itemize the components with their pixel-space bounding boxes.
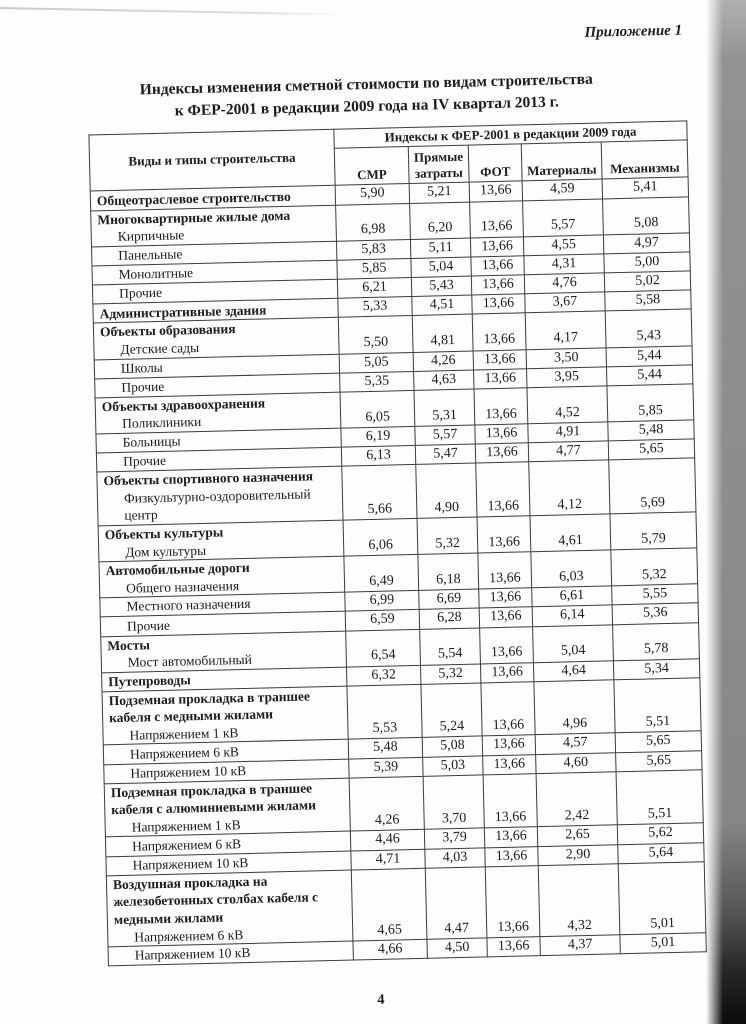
index-value-cell: 5,66 — [342, 465, 417, 520]
row-item-label: Административные здания — [99, 301, 267, 321]
index-value-cell: 5,00 — [604, 252, 690, 273]
row-item-label: Больницы — [122, 433, 181, 451]
index-value-cell: 5,48 — [348, 738, 422, 759]
row-group-label: Мосты — [107, 636, 151, 653]
index-value-cell: 13,66 — [471, 256, 524, 276]
index-value-cell: 6,28 — [419, 608, 479, 629]
row-label-cell — [101, 631, 347, 673]
index-value-cell: 13,66 — [472, 294, 525, 314]
row-group-label: Многоквартирные жилые дома — [97, 207, 291, 227]
col-header-1: Прямые затраты — [408, 145, 469, 183]
index-value-cell: 5,65 — [615, 731, 701, 752]
index-value-cell: 6,06 — [343, 518, 418, 556]
index-value-cell: 5,32 — [417, 517, 478, 554]
index-value-cell: 13,66 — [484, 827, 537, 847]
index-value-cell: 5,85 — [607, 384, 694, 422]
index-value-cell: 4,26 — [413, 351, 473, 372]
index-value-cell: 5,05 — [339, 352, 413, 373]
index-value-cell: 6,05 — [340, 390, 415, 428]
index-value-cell: 4,81 — [412, 314, 473, 351]
index-value-cell: 3,50 — [526, 347, 606, 368]
row-item-label: Кирпичные — [117, 227, 185, 244]
index-value-cell: 4,61 — [530, 514, 611, 552]
index-value-cell: 13,66 — [487, 937, 540, 957]
index-value-cell: 2,65 — [537, 825, 617, 846]
index-value-cell: 13,66 — [485, 866, 540, 938]
index-value-cell: 2,42 — [536, 772, 617, 828]
index-value-cell: 5,57 — [523, 199, 604, 237]
index-value-cell: 13,66 — [470, 200, 524, 237]
index-value-cell: 4,17 — [525, 311, 606, 349]
index-value-cell: 6,32 — [346, 665, 420, 686]
col-header-types: Виды и типы строительства — [89, 130, 335, 192]
index-value-cell: 5,51 — [614, 678, 701, 734]
index-value-cell: 13,66 — [485, 846, 538, 866]
index-value-cell: 13,66 — [481, 682, 535, 737]
index-value-cell: 4,55 — [523, 235, 603, 256]
index-value-cell: 4,46 — [350, 830, 424, 851]
row-item-label: Напряжением 1 кВ — [131, 817, 241, 835]
index-value-cell: 5,85 — [337, 258, 411, 279]
index-value-cell: 13,66 — [477, 516, 531, 553]
col-header-4: Механизмы — [601, 140, 688, 179]
row-group-label: Объекты культуры — [104, 524, 224, 543]
row-item-label: Местного назначения — [126, 596, 251, 615]
index-value-cell: 4,76 — [524, 273, 604, 294]
row-item-label: Общего назначения — [125, 577, 240, 596]
index-value-cell: 5,53 — [347, 684, 422, 739]
index-value-cell: 13,66 — [480, 626, 534, 663]
indices-table — [88, 121, 706, 967]
index-value-cell: 5,21 — [409, 182, 469, 203]
index-value-cell: 13,66 — [470, 236, 523, 256]
index-value-cell: 6,14 — [532, 605, 612, 626]
index-value-cell: 4,47 — [425, 867, 487, 940]
row-item-label: Путепроводы — [108, 672, 191, 690]
index-value-cell: 5,32 — [611, 548, 698, 586]
row-group-label: Воздушная прокладка на железобетонных столбах кабеля с медными жилами — [112, 873, 319, 928]
table-body — [90, 177, 706, 966]
index-value-cell: 5,57 — [415, 425, 475, 446]
index-value-cell: 13,66 — [474, 388, 528, 425]
paper-edge-artifact — [0, 7, 345, 16]
index-value-cell: 6,13 — [341, 446, 415, 467]
row-item-label: Поликлиники — [122, 414, 202, 432]
index-value-cell: 6,99 — [345, 591, 419, 612]
row-label-cell — [106, 870, 353, 947]
index-value-cell: 5,35 — [340, 371, 414, 392]
index-value-cell: 4,50 — [427, 938, 487, 959]
col-header-3: Материалы — [521, 142, 602, 181]
index-value-cell: 6,61 — [532, 586, 612, 607]
index-value-cell: 5,64 — [618, 842, 704, 863]
index-value-cell: 4,65 — [351, 868, 427, 941]
row-label-cell — [98, 520, 344, 562]
index-value-cell: 5,65 — [616, 750, 702, 771]
title-line-1: Индексы изменения сметной стоимости по видам строительства — [139, 70, 593, 99]
index-value-cell: 4,12 — [529, 460, 610, 516]
index-value-cell: 13,66 — [469, 181, 522, 201]
index-value-cell: 4,52 — [527, 386, 608, 424]
index-value-cell: 13,66 — [472, 313, 526, 350]
row-label-cell — [99, 556, 345, 598]
index-value-cell: 13,66 — [471, 275, 524, 295]
index-value-cell: 5,43 — [411, 276, 471, 297]
row-item-label: Напряжением 10 кВ — [132, 854, 249, 873]
index-value-cell: 4,57 — [535, 733, 615, 754]
index-value-cell: 4,96 — [534, 680, 615, 736]
row-group-label: Автомобильные дороги — [105, 559, 250, 579]
index-value-cell: 3,79 — [424, 828, 484, 849]
index-value-cell: 5,79 — [610, 512, 697, 550]
index-value-cell: 13,66 — [479, 607, 532, 627]
row-label-cell — [102, 686, 348, 745]
index-value-cell: 4,63 — [414, 370, 474, 391]
index-value-cell: 6,21 — [337, 278, 411, 299]
col-header-0: СМР — [334, 147, 409, 186]
index-value-cell: 5,31 — [414, 389, 475, 426]
index-value-cell: 5,32 — [420, 664, 480, 685]
row-item-label: Прочие — [121, 378, 165, 395]
index-value-cell: 4,37 — [540, 935, 620, 956]
index-value-cell: 4,71 — [351, 849, 425, 870]
index-value-cell: 5,02 — [604, 271, 690, 292]
page-title — [43, 66, 690, 125]
row-item-label: Детские сады — [120, 339, 200, 357]
index-value-cell: 3,67 — [525, 292, 605, 313]
index-value-cell: 3,95 — [527, 367, 607, 388]
index-value-cell: 4,77 — [528, 441, 608, 462]
row-group-label: Объекты здравоохранения — [101, 395, 266, 415]
index-value-cell: 5,34 — [613, 658, 699, 679]
index-value-cell: 5,43 — [605, 309, 692, 347]
row-item-label: Прочие — [118, 285, 163, 302]
index-value-cell: 5,65 — [608, 439, 694, 460]
index-value-cell: 13,66 — [483, 754, 536, 774]
index-value-cell: 4,31 — [524, 254, 604, 275]
index-value-cell: 5,36 — [612, 603, 698, 624]
index-value-cell: 5,69 — [609, 458, 696, 514]
row-item-label: Напряжением 10 кВ — [130, 762, 247, 781]
appendix-annotation: Приложение 1 — [584, 22, 683, 41]
index-value-cell: 13,66 — [475, 424, 528, 444]
index-value-cell: 6,98 — [336, 203, 411, 241]
index-value-cell: 13,66 — [475, 443, 528, 463]
index-value-cell: 5,48 — [608, 420, 694, 441]
index-value-cell: 5,39 — [349, 757, 423, 778]
index-value-cell: 5,78 — [613, 622, 700, 660]
index-value-cell: 5,41 — [602, 177, 688, 198]
index-value-cell: 5,90 — [335, 184, 409, 205]
row-group-label: Подземная прокладка в траншее кабеля с медными жилами — [108, 688, 311, 726]
index-value-cell: 5,47 — [415, 444, 475, 465]
page-number: 4 — [377, 992, 385, 1009]
index-value-cell: 5,51 — [616, 770, 703, 826]
index-value-cell: 13,66 — [480, 662, 533, 682]
row-item-label: Напряжением 6 кВ — [131, 835, 242, 854]
index-value-cell: 13,66 — [474, 368, 527, 388]
row-item-label: Панельные — [118, 246, 183, 263]
row-label-cell — [95, 392, 341, 434]
row-item-label: Напряжением 10 кВ — [134, 945, 251, 964]
title-line-2: к ФЕР-2001 в редакции 2009 года на IV квартал 2013 г. — [174, 93, 560, 120]
index-value-cell: 6,59 — [345, 610, 419, 631]
row-group-label: Объекты образования — [99, 321, 236, 340]
index-value-cell: 5,24 — [421, 683, 482, 738]
row-label-cell — [91, 205, 337, 247]
row-group-label: Объекты спортивного назначения — [103, 468, 314, 489]
col-header-2: ФОТ — [468, 144, 522, 182]
index-value-cell: 5,04 — [533, 624, 614, 662]
col-header-group: Индексы к ФЕР-2001 в редакции 2009 года — [334, 121, 687, 148]
index-value-cell: 4,26 — [349, 776, 424, 831]
row-item-label: Физкультурно-оздоровительный центр — [123, 486, 311, 524]
row-label-cell — [93, 318, 339, 360]
index-value-cell: 4,51 — [412, 295, 472, 316]
index-value-cell: 6,54 — [346, 629, 421, 667]
index-value-cell: 4,90 — [416, 463, 477, 518]
row-label-cell — [97, 467, 343, 526]
index-value-cell: 5,83 — [336, 239, 410, 260]
index-value-cell: 13,66 — [476, 462, 530, 517]
index-value-cell: 4,97 — [603, 233, 689, 254]
index-value-cell: 13,66 — [478, 552, 532, 589]
row-label-cell — [104, 778, 350, 837]
index-value-cell: 4,64 — [533, 660, 613, 681]
index-value-cell: 4,91 — [528, 422, 608, 443]
index-value-cell: 13,66 — [483, 774, 537, 829]
row-item-label: Общеотраслевое строительство — [96, 188, 291, 209]
index-value-cell: 3,70 — [423, 775, 484, 830]
index-value-cell: 6,03 — [531, 550, 612, 588]
row-group-label: Подземная прокладка в траншее кабеля с алюминиевыми жилами — [110, 780, 317, 818]
row-item-label: Прочие — [126, 617, 171, 634]
index-value-cell: 5,08 — [603, 196, 690, 234]
index-value-cell: 5,01 — [620, 933, 706, 954]
row-item-label: Напряжением 6 кВ — [129, 743, 240, 762]
row-item-label: Монолитные — [118, 265, 194, 283]
index-value-cell: 4,59 — [522, 179, 602, 200]
index-value-cell: 4,66 — [353, 939, 427, 960]
index-value-cell: 5,08 — [422, 736, 482, 757]
index-value-cell: 6,20 — [410, 202, 471, 239]
index-value-cell: 2,90 — [538, 844, 618, 865]
document-content — [42, 22, 711, 1016]
index-value-cell: 5,33 — [338, 297, 412, 318]
index-value-cell: 13,66 — [482, 735, 535, 755]
index-value-cell: 5,58 — [605, 290, 691, 311]
index-value-cell: 6,19 — [341, 426, 415, 447]
row-item-label: Школы — [120, 359, 163, 376]
row-item-label: Напряжением 1 кВ — [129, 725, 239, 743]
index-value-cell: 4,32 — [538, 864, 620, 937]
index-value-cell: 5,04 — [411, 257, 471, 278]
row-item-label: Дом культуры — [125, 542, 207, 560]
index-value-cell: 5,03 — [423, 756, 483, 777]
index-value-cell: 5,55 — [612, 584, 698, 605]
scanner-shadow-strip — [706, 0, 746, 1024]
row-item-label: Мост автомобильный — [127, 651, 253, 670]
row-item-label: Прочие — [122, 453, 167, 470]
index-value-cell: 6,18 — [418, 553, 479, 590]
index-value-cell: 4,60 — [536, 752, 616, 773]
index-value-cell: 5,54 — [420, 628, 481, 665]
index-value-cell: 13,66 — [479, 588, 532, 608]
index-value-cell: 4,03 — [425, 848, 485, 869]
index-value-cell: 13,66 — [473, 349, 526, 369]
row-item-label: Напряжением 6 кВ — [134, 926, 244, 945]
index-value-cell: 6,49 — [344, 554, 419, 592]
index-value-cell: 5,50 — [338, 316, 413, 354]
index-value-cell: 6,69 — [419, 589, 479, 610]
index-value-cell: 5,62 — [617, 823, 703, 844]
index-value-cell: 5,44 — [606, 365, 692, 386]
index-value-cell: 5,11 — [410, 238, 470, 259]
index-value-cell: 5,44 — [606, 345, 692, 366]
index-value-cell: 5,01 — [618, 862, 706, 935]
